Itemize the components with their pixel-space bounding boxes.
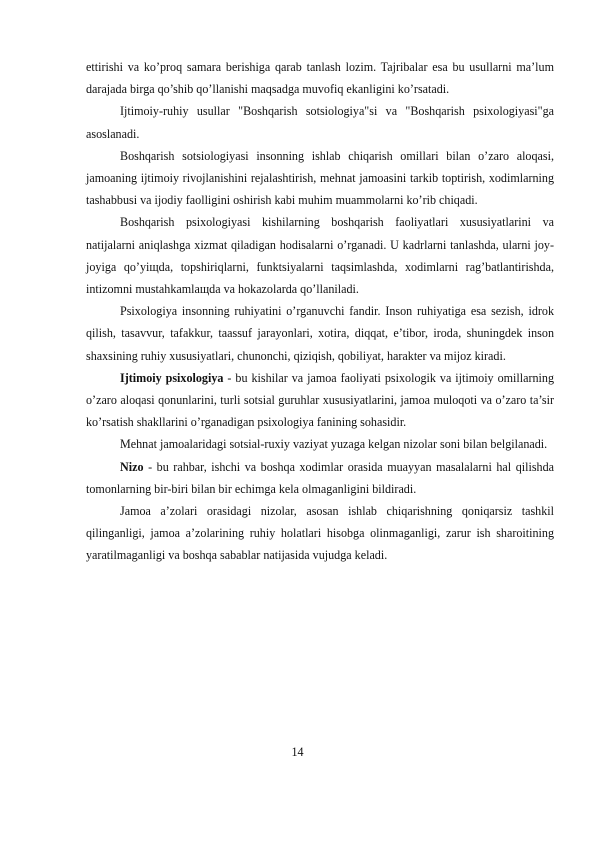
paragraph-text: Boshqarish psixologiyasi kishilarning boshqarish faoliyatlari xususiyatlarini va natijalarni aniqlashga xizmat qiladigan hodisalarni o’rganadi. U kadrlarni tanlashda, ularni joy-joyiga qo’yiщda, topshiriqlarni, funktsiyalarni taqsimlashda, xodimlarni rag’batlantirishda, intizomni mustahkamlaщda va hokazolarda qo’llaniladi.: [86, 215, 554, 297]
paragraph-mehnat-jamoalari: [86, 433, 554, 455]
paragraph-ijtimoiy-ruhiy-usullar: [86, 100, 554, 144]
page-number: 14: [291, 745, 304, 759]
paragraph-boshqarish-psixologiyasi: [86, 211, 554, 300]
paragraph-text: Jamoa a’zolari orasidagi nizolar, asosan ishlab chiqarishning qoniqarsiz tashkil qilinganligi, jamoa a’zolarining ruhiy holatlari hisobga olinmaganligi, zarur ish sharoitining yaratilmaganligi va boshqa sabablar natijasida vujudga keladi.: [86, 504, 554, 563]
paragraph-text: Boshqarish sotsiologiyasi insonning ishlab chiqarish omillari bilan o’zaro aloqasi, jamoaning ijtimoiy rivojlanishini rejalashtirish, mehnat jamoasini tarkib toptirish, xodimlarning tashabbusi va ijodiy faolligini oshirish kabi muhim muammolarni ko’rib chiqadi.: [86, 148, 554, 208]
paragraph-text: Psixologiya insonning ruhiyatini o’rganuvchi fandir. Inson ruhiyatiga esa sezish, idrok qilish, tasavvur, tafakkur, taassuf jarayonlari, xotira, diqqat, e’tibor, iroda, shuningdek inson shaxsining ruhiy xususiyatlari, chunonchi, qiziqish, qobiliyat, harakter va mijoz kiradi.: [86, 304, 554, 363]
paragraph-text: - bu kishilar va jamoa faoliyati psixologik va ijtimoiy omillarning o’zaro aloqasi qonunlarini, turli sotsial guruhlar xususiyatlarini, jamoa muloqoti va o’zaro ta’sir ko’rsatish shakllarini o’rganadigan psixologiya fanining sohasidir.: [86, 370, 555, 430]
paragraph-psixologiya: [86, 300, 554, 367]
paragraph-text: - bu rahbar, ishchi va boshqa xodimlar orasida muayyan masalalarni hal qilishda tomonlarning bir-biri bilan bir echimga kela olmaganligini bildiradi.: [86, 459, 554, 496]
paragraph-text: ettirishi va ko’proq samara berishiga qarab tanlash lozim. Tajribalar esa bu usullarni ma’lum darajada birga qo’shib qo’llanishi maqsadga muvofiq ekanligini ko’rsatadi.: [86, 60, 554, 97]
paragraph-nizolar-sabablari: [86, 500, 554, 567]
paragraph-text: Ijtimoiy-ruhiy usullar "Boshqarish sotsiologiya"si va "Boshqarish psixologiyasi"ga asoslanadi.: [86, 104, 554, 141]
paragraph-boshqarish-sotsiologiyasi: [86, 145, 554, 212]
term-nizo: Nizo: [120, 459, 144, 474]
paragraph-text: Mehnat jamoalaridagi sotsial-ruxiy vaziyat yuzaga kelgan nizolar soni bilan belgilanadi.: [120, 437, 548, 452]
document-page: [86, 56, 554, 567]
paragraph-ijtimoiy-psixologiya: [86, 367, 554, 434]
term-ijtimoiy-psixologiya: Ijtimoiy psixologiya: [120, 370, 224, 385]
paragraph-nizo: [86, 456, 554, 500]
paragraph-usullar-tanlash: [86, 56, 554, 100]
